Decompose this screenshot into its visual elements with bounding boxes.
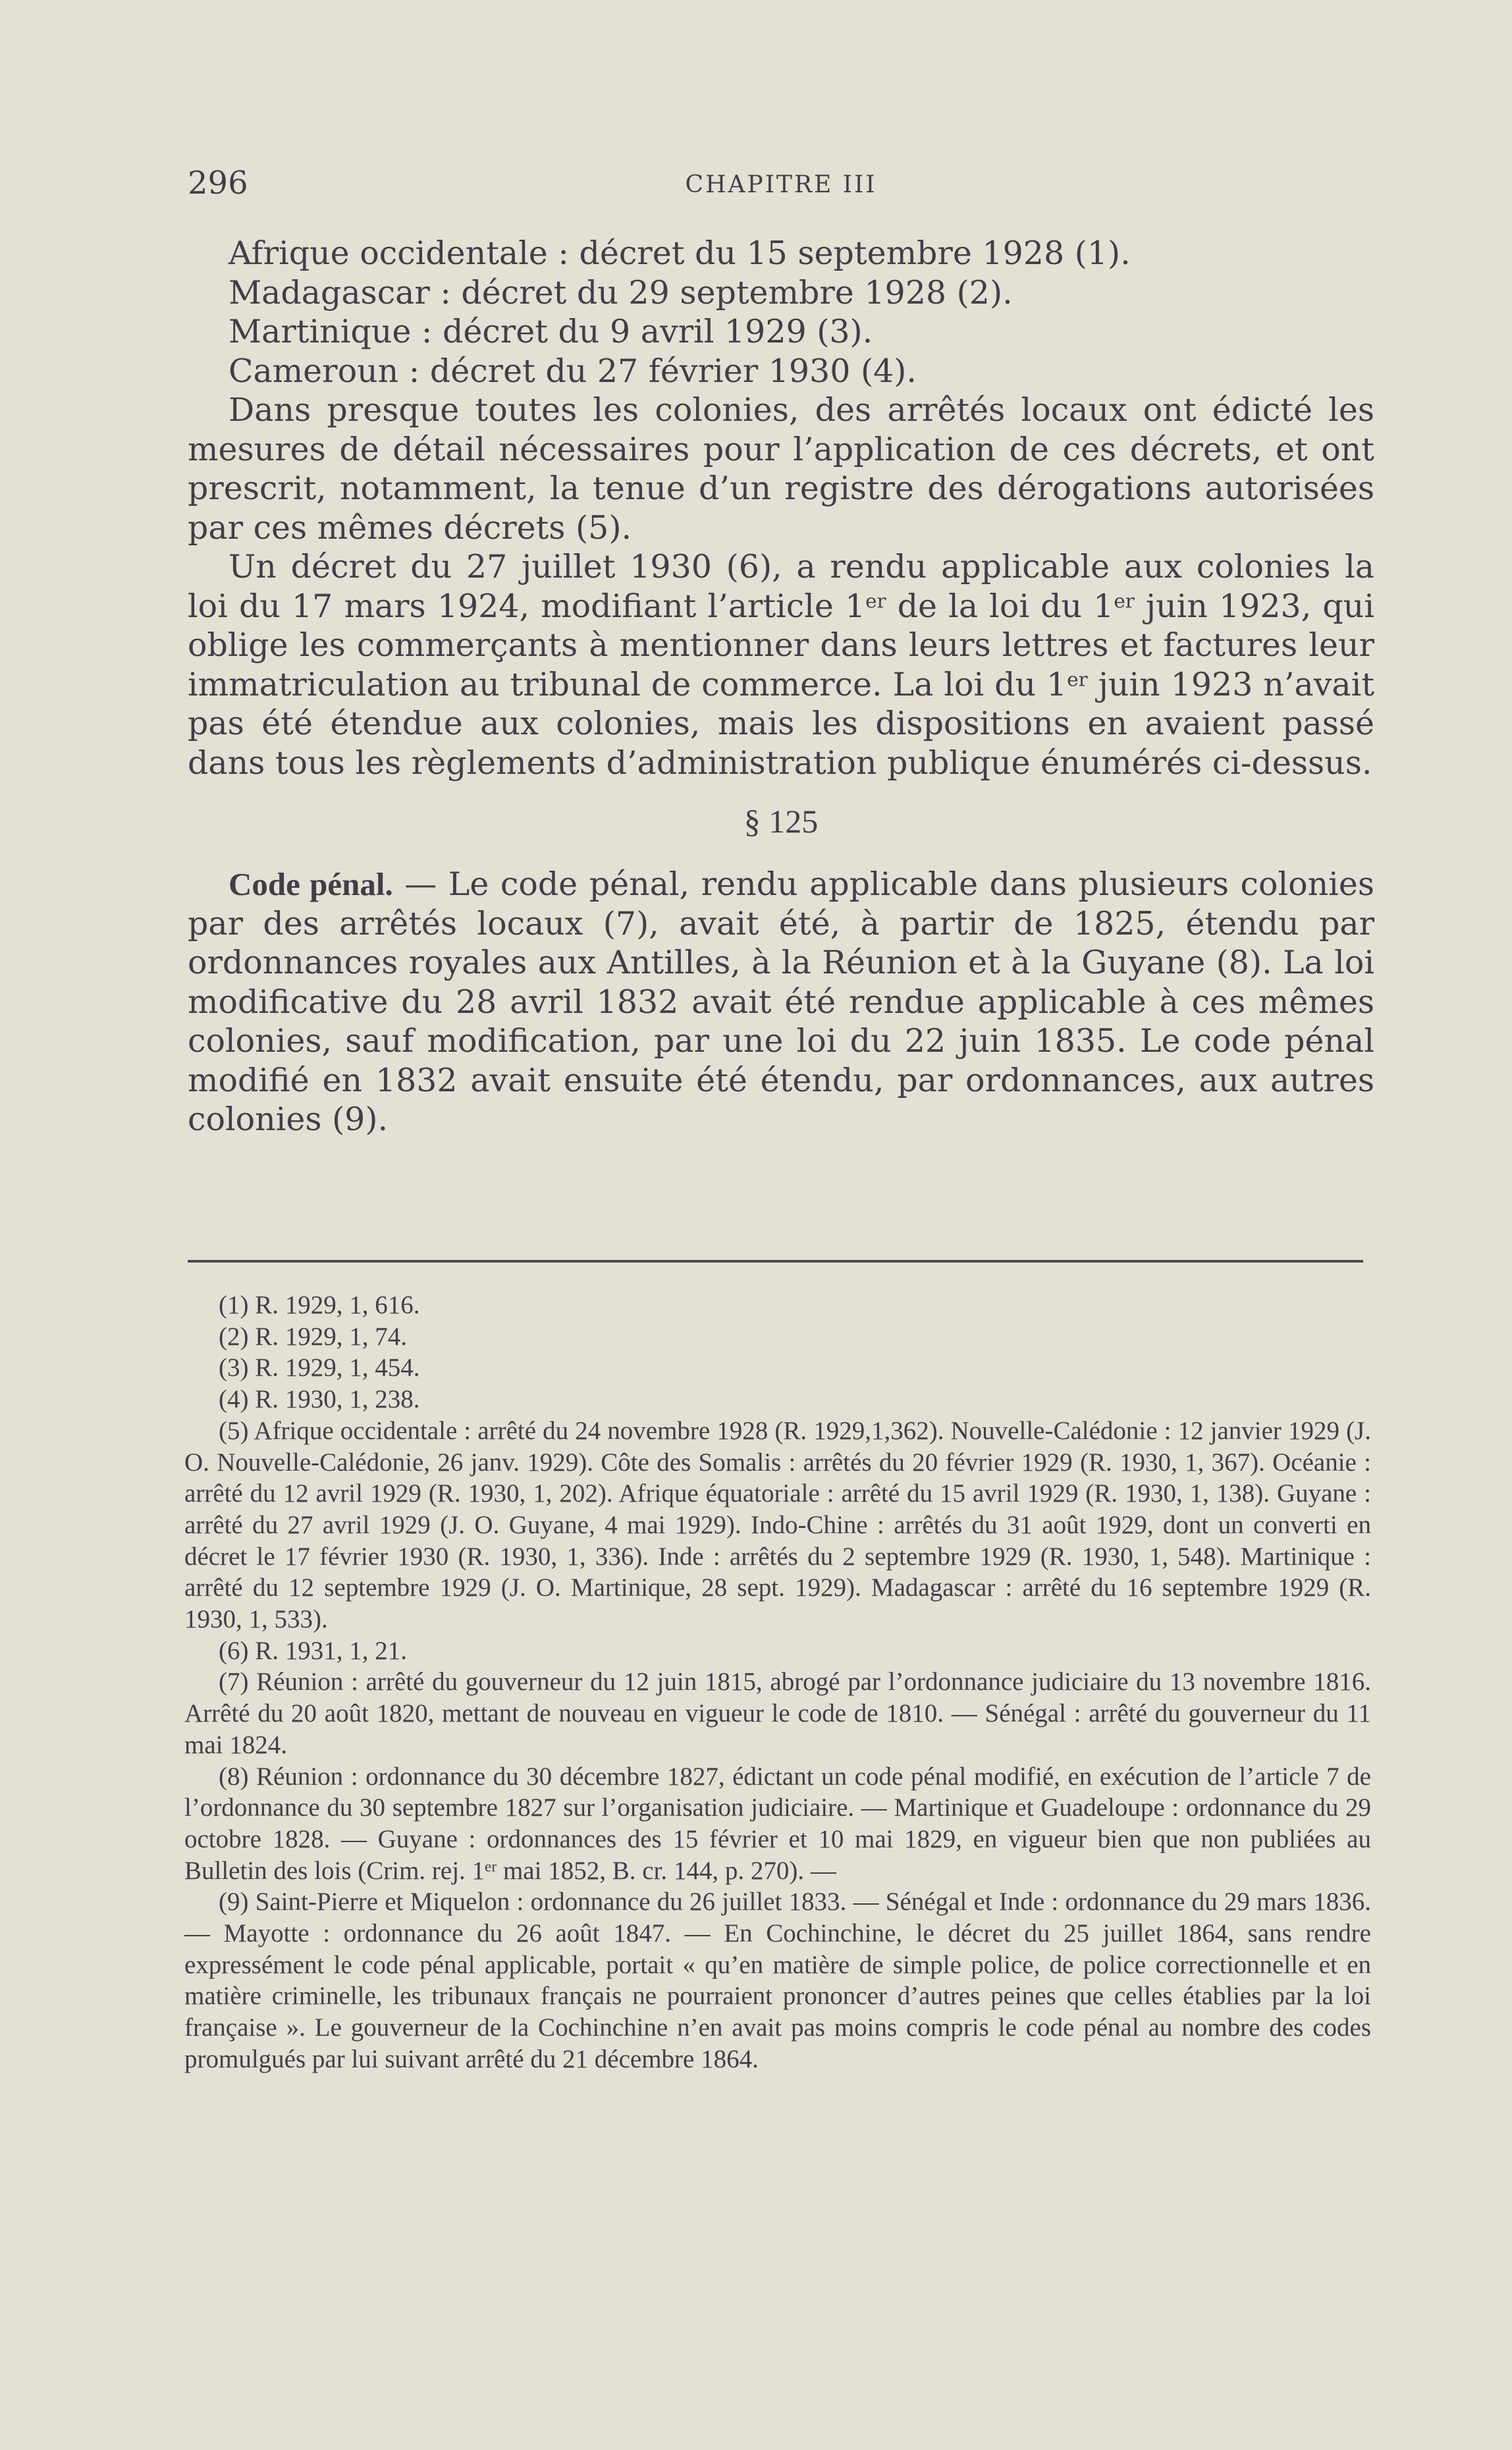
footnote: (3) R. 1929, 1, 454. xyxy=(219,1353,420,1382)
paragraph-lead: Code pénal. xyxy=(229,866,393,902)
text-run: juin 1923 n’avait pas été étendue aux colonies, mais les dispositions en avaient passé dans tous les règlements d’administration publique énumérés ci-dessus. xyxy=(188,665,1375,782)
text-run: — Le code pénal, rendu applicable dans plusieurs colonies par des arrêtés locaux (7), avait été, à partir de 1825, étendu par ordonnances royales aux Antilles, à la Réunion et à la Guyane (8). La loi modificative du 28 avril 1832 avait été rendue applicable à ces mêmes colonies, sauf modification, par une loi du 22 juin 1835. Le code pénal modifié en 1832 avait ensuite été étendu, par ordonnances, aux autres colonies (9). xyxy=(188,865,1374,1138)
paragraph-decret-1930 xyxy=(188,547,1374,782)
footnotes xyxy=(184,1290,1371,2075)
superscript: er xyxy=(485,1857,497,1875)
footnote xyxy=(184,1761,1371,1887)
footnote: (1) R. 1929, 1, 616. xyxy=(219,1291,420,1319)
footnote: (6) R. 1931, 1, 21. xyxy=(219,1636,407,1665)
footnote: (4) R. 1930, 1, 238. xyxy=(219,1385,420,1414)
footnote: (5) Afrique occidentale : arrêté du 24 novembre 1928 (R. 1929,1,362). Nouvelle-Calédonie : 12 janvier 1929 (J. O. Nouvelle-Calédonie, 26 janv. 1929). Côte des Somalis : arrêtés du 20 février 1929 (R. 1930, 1, 367). Océanie : arrêté du 12 avril 1929 (R. 1930, 1, 202). Afrique équatoriale : arrêté du 15 avril 1929 (R. 1930, 1, 138). Guyane : arrêté du 27 avril 1929 (J. O. Guyane, 4 mai 1929). Indo-Chine : arrêtés du 31 août 1929, dont un converti en décret le 17 février 1930 (R. 1930, 1, 336). Inde : arrêtés du 2 septembre 1929 (R. 1930, 1, 548). Martinique : arrêté du 12 septembre 1929 (J. O. Martinique, 28 sept. 1929). Madagascar : arrêté du 16 septembre 1929 (R. 1930, 1, 533). xyxy=(184,1416,1371,1634)
paragraph-code-penal xyxy=(188,865,1374,1139)
main-text xyxy=(188,234,1374,1139)
list-line: Cameroun : décret du 27 février 1930 (4). xyxy=(229,352,917,390)
list-line: Afrique occidentale : décret du 15 septembre 1928 (1). xyxy=(229,234,1131,272)
list-line: Martinique : décret du 9 avril 1929 (3). xyxy=(229,313,873,350)
text-run: de la loi du 1 xyxy=(886,587,1114,625)
text-run: mai 1852, B. cr. 144, p. 270). — xyxy=(497,1856,836,1885)
list-line: Madagascar : décret du 29 septembre 1928 (2). xyxy=(229,273,1013,312)
superscript: er xyxy=(1114,589,1135,612)
footnote: (7) Réunion : arrêté du gouverneur du 12 juin 1815, abrogé par l’ordonnance judiciaire du 13 novembre 1816. Arrêté du 20 août 1820, mettant de nouveau en vigueur le code de 1810. — Sénégal : arrêté du gouverneur du 11 mai 1824. xyxy=(184,1668,1371,1759)
footnote: (9) Saint-Pierre et Miquelon : ordonnance du 26 juillet 1833. — Sénégal et Inde : ordonnance du 29 mars 1836. — Mayotte : ordonnance du 26 août 1847. — En Cochinchine, le décret du 25 juillet 1864, sans rendre expressément le code pénal applicable, portait « qu’en matière de simple police, de police correctionnelle et en matière criminelle, les tribunaux français ne pourraient prononcer d’autres peines que celles établies par la loi française ». Le gouverneur de la Cochinchine n’en avait pas moins compris le code pénal au nombre des codes promulgués par lui suivant arrêté du 21 décembre 1864. xyxy=(184,1888,1371,2073)
text-run: Un décret du 27 juillet 1930 (6), a rendu applicable aux colonies la loi du 17 mars 1924, modifiant l’article 1 xyxy=(188,548,1374,625)
paragraph-arretes-locaux: Dans presque toutes les colonies, des arrêtés locaux ont édicté les mesures de détail nécessaires pour l’application de ces décrets, et ont prescrit, notamment, la tenue d’un registre des dérogations autorisées par ces mêmes décrets (5). xyxy=(188,391,1374,547)
text-run: juin 1923, qui oblige les commerçants à mentionner dans leurs lettres et factures leur immatriculation au tribunal de commerce. La loi du 1 xyxy=(188,587,1374,703)
footnote-divider xyxy=(188,1260,1363,1263)
footnote: (2) R. 1929, 1, 74. xyxy=(219,1322,407,1351)
superscript: er xyxy=(1067,667,1088,690)
page-header xyxy=(188,165,1374,204)
section-heading: § 125 xyxy=(743,803,819,840)
running-head: CHAPITRE III xyxy=(685,171,877,198)
superscript: er xyxy=(865,589,886,612)
page-number: 296 xyxy=(188,165,248,202)
text-run: (8) Réunion : ordonnance du 30 décembre 1827, édictant un code pénal modifié, en exécution de l’article 7 de l’ordonnance du 30 septembre 1827 sur l’organisation judiciaire. — Martinique et Guadeloupe : ordonnance du 29 octobre 1828. — Guyane : ordonnances des 15 février et 10 mai 1829, en vigueur bien que non publiées au Bulletin des lois (Crim. rej. 1 xyxy=(184,1762,1371,1885)
